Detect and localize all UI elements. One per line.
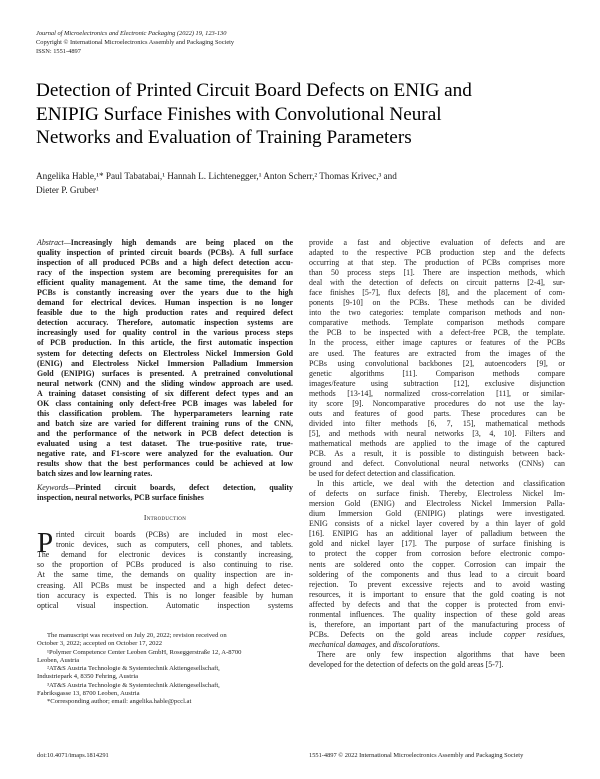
abstract-line: A training dataset consisting of six different defect types and an bbox=[37, 388, 293, 398]
body-line: [16]. ENIPIG has an additional layer of palladium between the bbox=[309, 529, 565, 539]
body-line: ponents [9-10] on the PCBs. These methods can be divided bbox=[309, 298, 565, 308]
doi-link[interactable]: doi:10.4071/imaps.1814291 bbox=[37, 752, 109, 759]
footnote-line: ¹Polymer Competence Center Leoben GmbH, Roseggerstraße 12, A-8700 bbox=[47, 648, 242, 656]
right-column bbox=[309, 238, 565, 670]
footnote-line: Fabriksgasse 13, 8700 Leoben, Austria bbox=[37, 690, 140, 698]
body-line: ground and defect. Convolutional neural networks (CNNs) can bbox=[309, 459, 565, 469]
defect-type-discolorations: discolorations bbox=[392, 639, 438, 649]
body-line: PCBs using convolutional backbones [2], autoencoders [9], or bbox=[309, 358, 565, 368]
author-line: Dieter P. Gruber¹ bbox=[36, 185, 99, 195]
body-line: ENIG consists of a nickel layer covered by a thin layer of gold bbox=[309, 519, 565, 529]
abstract-line: OK class containing only defect-free PCB images was labeled for bbox=[37, 398, 293, 408]
body-paragraph-3 bbox=[309, 650, 565, 670]
abstract-line: feasible due to the high production rates and required defect bbox=[37, 308, 293, 318]
defect-type-mechanical-damages: mechanical damages bbox=[309, 639, 376, 649]
title-line: ENIPIG Surface Finishes with Convolutional Neural bbox=[36, 103, 442, 125]
body-line: genetic algorithms [11]. Comparison methods compare bbox=[309, 368, 565, 378]
keywords bbox=[37, 483, 293, 503]
journal-header bbox=[36, 29, 234, 56]
body-line: PCB. As a result, it is possible to distinguish between back- bbox=[309, 448, 565, 458]
abstract-line: and batch size are varied for different training runs of the CNN, bbox=[37, 418, 293, 428]
body-line: gold and nickel layer [17]. The purpose of surface finishing is bbox=[309, 539, 565, 549]
footnotes bbox=[37, 632, 293, 707]
abstract-line: PCBs is constantly increasing over the years due to the high bbox=[37, 288, 293, 298]
journal-issn: ISSN: 1551-4897 bbox=[36, 48, 81, 55]
abstract-line: (ENIG) and Electroless Nickel Immersion Palladium Immersion bbox=[37, 358, 293, 368]
body-line: There are only few inspection algorithms that have been bbox=[317, 649, 565, 659]
body-line: methods [13-14], normalized cross-correlation [11], or similar- bbox=[309, 388, 565, 398]
paper-title bbox=[36, 79, 566, 150]
body-line: is, therefore, an important part of the manufacturing process of bbox=[309, 619, 565, 629]
footnote-line: The manuscript was received on July 20, 2022; revision received on bbox=[47, 632, 227, 639]
body-line: soldering of the components and thus lead to a circuit board bbox=[309, 569, 565, 579]
abstract-line: demand for electrical devices. Human inspection is no longer bbox=[37, 298, 293, 308]
abstract-line: and the performance of the network in PCB defect detection is bbox=[37, 428, 293, 438]
body-line: rejection. To prevent excessive rejects and to avoid wasting bbox=[309, 579, 565, 589]
body-line: affected by defects and that the copper is protected from envi- bbox=[309, 599, 565, 609]
abstract-line: system for detecting defects on Electroless Nickel Immersion Gold bbox=[37, 348, 293, 358]
abstract-line: quality inspection of printed circuit boards (PCBs). A full surface bbox=[37, 248, 293, 258]
defect-type-copper-residues: copper residues bbox=[503, 629, 564, 639]
body-line: resources, it is important to ensure that the gold coating is not bbox=[309, 589, 565, 599]
abstract-line: batch sizes and low learning rates. bbox=[37, 469, 153, 479]
keywords-line: inspection, neural networks, PCB surface finishes bbox=[37, 493, 204, 503]
left-column bbox=[37, 238, 293, 611]
body-line: face finishes [5-7], flux defects [8], and the placement of com- bbox=[309, 288, 565, 298]
journal-citation: Journal of Microelectronics and Electronic Packaging (2022) 19, 123-130 bbox=[36, 30, 227, 37]
title-line: Networks and Evaluation of Training Parameters bbox=[36, 127, 412, 148]
journal-copyright: Copyright © International Microelectronics Assembly and Packaging Society bbox=[36, 39, 235, 46]
body-line: images/feature using subtraction [12], exclusive disjunction bbox=[309, 378, 565, 388]
footnote-line: *Corresponding author; email: angelika.hable@pccl.at bbox=[47, 698, 192, 706]
body-line: dium Immersion Gold (ENIPIG) platings were investigated. bbox=[309, 509, 565, 519]
abstract-line: this classification problem. The hyperparameters learning rate bbox=[37, 408, 293, 418]
body-line: provide a fast and objective evaluation of defects and are bbox=[309, 238, 565, 247]
intro-line: rinted circuit boards (PCBs) are included in most elec- bbox=[56, 530, 293, 540]
body-paragraph-2 bbox=[309, 479, 565, 650]
body-line-tail: PCBs. Defects on the gold areas include copper residues, bbox=[309, 629, 566, 639]
intro-line: optical visual inspection. Automatic inspection systems bbox=[37, 600, 293, 610]
intro-paragraph bbox=[37, 527, 293, 610]
introduction-heading: Introduction bbox=[143, 513, 187, 523]
body-line: deal with the detection of defects on circuit patterns [2-4], sur- bbox=[309, 278, 565, 288]
body-line: In the process, either image captures or features of the PCBs bbox=[309, 338, 565, 348]
abstract-line: evaluated using a test dataset. The true-positive rate, true- bbox=[37, 438, 293, 448]
body-line: ity score [9]. Noncomparative procedures do not use the lay- bbox=[309, 398, 565, 408]
body-line: into the two categories: template comparison methods and non- bbox=[309, 308, 565, 318]
body-line: nents are soldered onto the copper. Corrosion can impair the bbox=[309, 559, 565, 569]
abstract-line: detection accuracy. Therefore, automatic inspection systems are bbox=[37, 318, 293, 328]
abstract-line: increasingly used for quality control in the various process steps bbox=[37, 328, 293, 338]
body-line: of defects on surface finish. Thereby, Electroless Nickel Im- bbox=[309, 489, 565, 499]
intro-line: tion accuracy is expected. This is no longer feasible by human bbox=[37, 590, 293, 600]
author-list bbox=[36, 169, 566, 197]
abstract-line: of PCB production. In this article, the first automatic inspection bbox=[37, 338, 293, 348]
body-line-tail: mechanical damages, and discolorations. bbox=[309, 639, 440, 649]
body-paragraph-1 bbox=[309, 238, 565, 479]
body-line: mathematical methods are applied to the image of the captured bbox=[309, 438, 565, 448]
footnote-line: October 3, 2022; accepted on October 17, 2022 bbox=[37, 640, 163, 648]
abstract-line: results show that the best performances could be achieved at low bbox=[37, 459, 293, 469]
footnote-line: Leoben, Austria bbox=[37, 656, 80, 664]
intro-line: The demand for electronic devices is constantly increasing, bbox=[37, 550, 293, 560]
intro-line: so the proportion of PCBs produced is also continuing to rise. bbox=[37, 560, 293, 570]
abstract-line: neural network (CNN) and the sliding window approach are used. bbox=[37, 378, 293, 388]
abstract-line: negative rate, and F1-score were analyzed for the evaluation. Our bbox=[37, 448, 293, 458]
body-line: the PCB to be inspected with a defect-free PCB, the template. bbox=[309, 328, 565, 338]
body-line: are used. The features are extracted from the images of the bbox=[309, 348, 565, 358]
intro-line: tronic devices, such as computers, cell phones, and tablets. bbox=[56, 540, 293, 550]
body-line: than 50 process steps [1]. There are inspection methods, which bbox=[309, 268, 565, 278]
body-line: be used for defect detection and classification. bbox=[309, 469, 456, 479]
body-line: outs and features of good parts. These procedures can be bbox=[309, 408, 565, 418]
abstract-line: racy of the inspection system are becoming prerequisites for an bbox=[37, 268, 293, 278]
body-line: to protect the copper from corrosion before electronic compo- bbox=[309, 549, 565, 559]
dropcap-letter: P bbox=[37, 527, 54, 560]
footnote-line: ³AT&S Austria Technologie & Systemtechnik Aktiengesellschaft, bbox=[47, 681, 220, 689]
footnote-line: ²AT&S Austria Technologie & Systemtechnik Aktiengesellschaft, bbox=[47, 665, 220, 673]
body-line: divided into filter methods [6, 7, 15], mathematical methods bbox=[309, 418, 565, 428]
abstract-line: inspection of all produced PCBs and a high defect detection accu- bbox=[37, 258, 293, 268]
author-line: Angelika Hable,¹* Paul Tabatabai,¹ Hannah L. Lichtenegger,¹ Anton Scherr,² Thomas Krivec,³ and bbox=[36, 171, 397, 181]
body-line: [5], and methods with neural networks [3, 4, 10]. Filters and bbox=[309, 428, 565, 438]
keywords-label: Keywords— bbox=[37, 483, 76, 493]
body-line: comparative methods. Template comparison methods compare bbox=[309, 318, 565, 328]
title-line: Detection of Printed Circuit Board Defects on ENIG and bbox=[36, 80, 472, 101]
abstract-label: Abstract— bbox=[37, 238, 71, 247]
intro-line: At the same time, the demands on quality inspection are in- bbox=[37, 570, 293, 580]
abstract bbox=[37, 238, 293, 479]
footnote-line: Industriepark 4, 8350 Fehring, Austria bbox=[37, 673, 139, 681]
body-line: ronmental influences. The quality inspection of these gold areas bbox=[309, 609, 565, 619]
abstract-line: efficient quality management. At the same time, the demand for bbox=[37, 278, 293, 288]
footer-copyright: 1551-4897 © 2022 International Microelectronics Assembly and Packaging Society bbox=[309, 752, 524, 759]
body-line: adapted to the respective PCB production step and the defects bbox=[309, 248, 565, 258]
abstract-line: Increasingly high demands are being placed on the bbox=[70, 238, 293, 247]
intro-line: creasing. All PCBs must be inspected and a high defect detec- bbox=[37, 580, 293, 590]
body-line: In this article, we deal with the detection and classification bbox=[317, 479, 565, 489]
abstract-line: Gold (ENIPIG) surfaces is presented. A pretrained convolutional bbox=[37, 368, 293, 378]
body-line: occurring at that step. The production of PCBs comprises more bbox=[309, 258, 565, 268]
keywords-line: Printed circuit boards, defect detection, quality bbox=[75, 483, 293, 493]
body-line: developed for the detection of defects on the gold areas [5-7]. bbox=[309, 659, 504, 669]
body-line: mersion Gold (ENIG) and Electroless Nickel Immersion Palla- bbox=[309, 499, 565, 509]
